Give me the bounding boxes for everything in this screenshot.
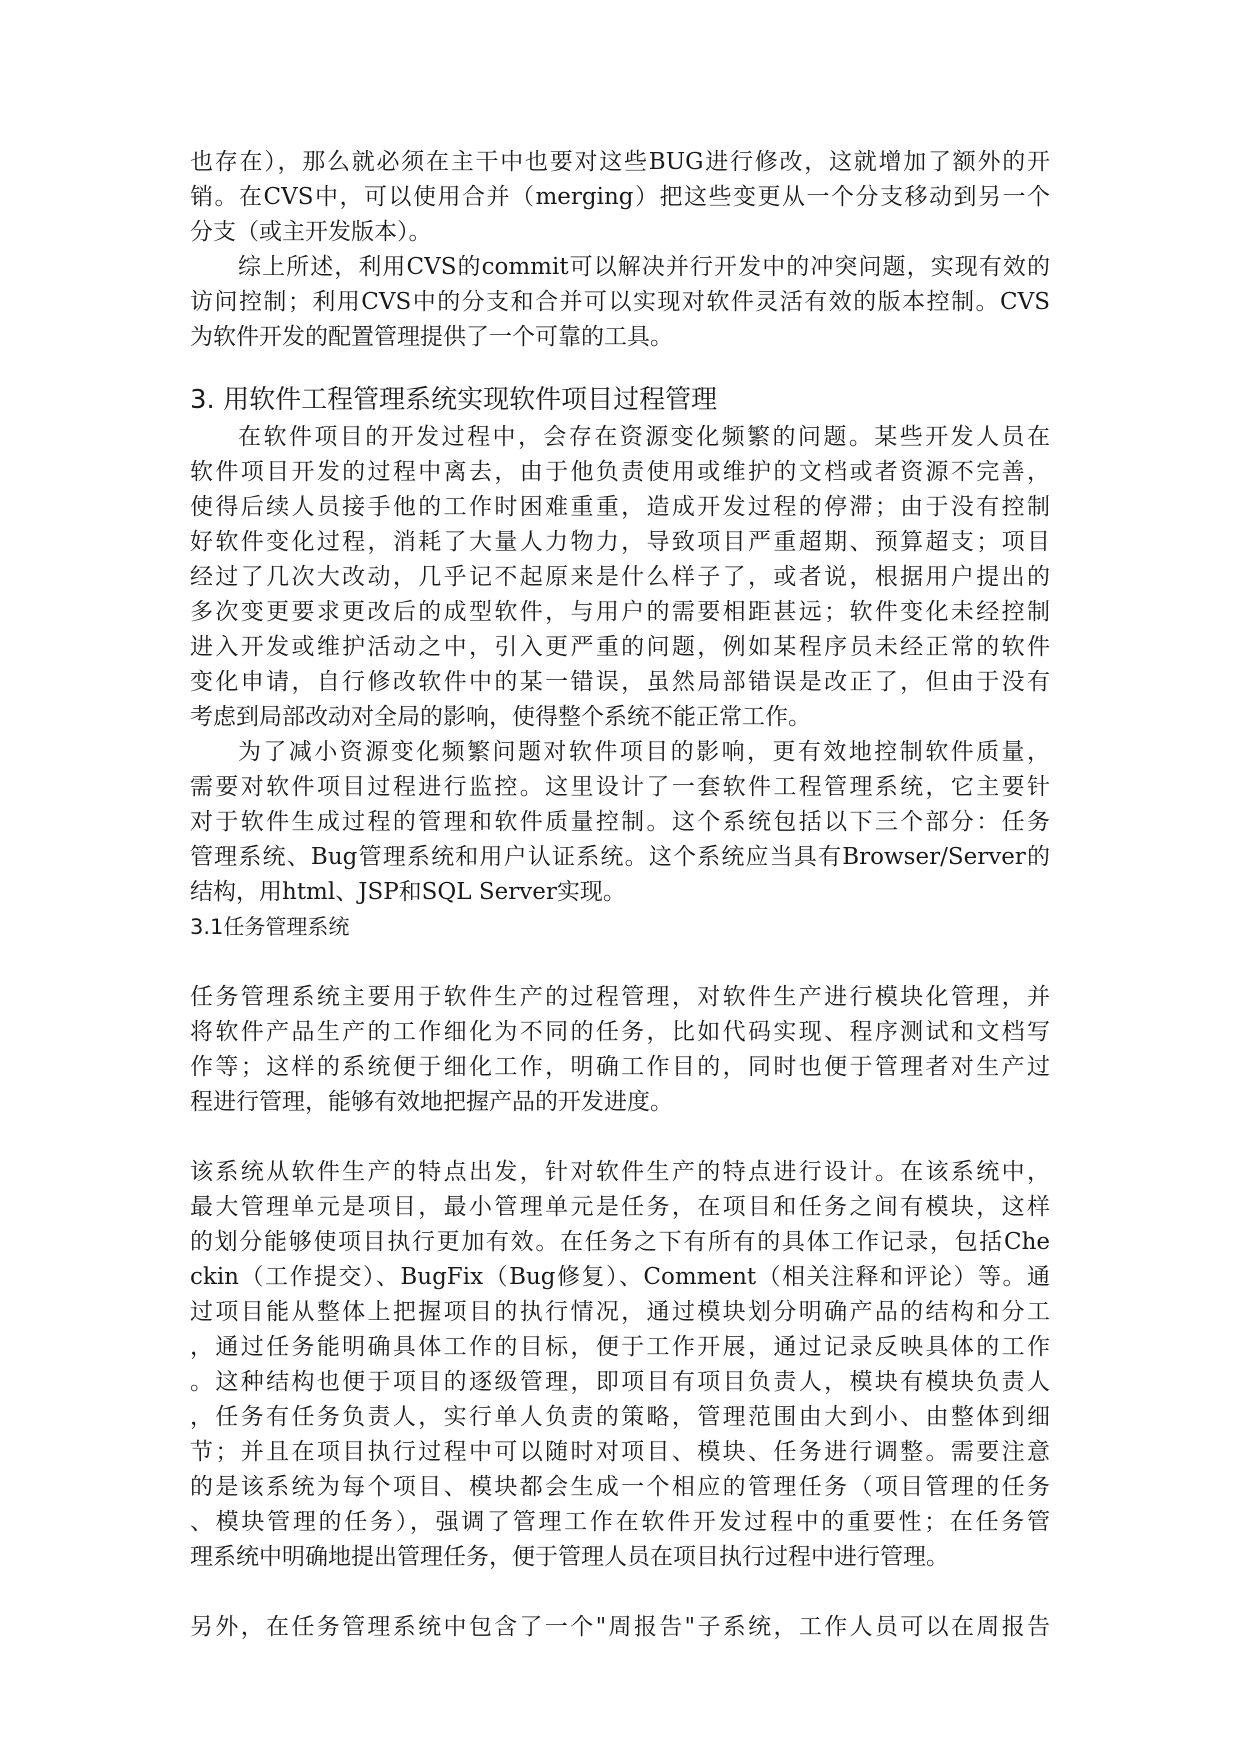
text-line: 该系统从软件生产的特点出发，针对软件生产的特点进行设计。在该系统中， [190, 1159, 1050, 1185]
text-line: 变化申请，自行修改软件中的某一错误，虽然局部错误是改正了，但由于没有 [190, 669, 1050, 695]
text-line: 软件项目开发的过程中离去，由于他负责使用或维护的文档或者资源不完善， [190, 459, 1050, 485]
text-line: 将软件产品生产的工作细化为不同的任务，比如代码实现、程序测试和文档写 [190, 1019, 1050, 1045]
paragraph-2 [190, 250, 1050, 355]
text-line: ckin（工作提交）、BugFix（Bug修复）、Comment（相关注释和评论）等。通 [190, 1264, 1050, 1290]
text-line: 分支（或主开发版本）。 [190, 219, 432, 245]
paragraph-5 [190, 980, 1050, 1120]
text-line: 访问控制；利用CVS中的分支和合并可以实现对软件灵活有效的版本控制。CVS [190, 289, 1050, 315]
text-line: 任务管理系统主要用于软件生产的过程管理，对软件生产进行模块化管理，并 [190, 984, 1050, 1010]
text-line: 经过了几次大改动，几乎记不起原来是什么样子了，或者说，根据用户提出的 [190, 564, 1050, 590]
text-line: 节；并且在项目执行过程中可以随时对项目、模块、任务进行调整。需要注意 [190, 1439, 1050, 1465]
text-line: 销。在CVS中，可以使用合并（merging）把这些变更从一个分支移动到另一个 [190, 184, 1050, 210]
text-line: 的划分能够使项目执行更加有效。在任务之下有所有的具体工作记录，包括Che [190, 1229, 1050, 1255]
text-line: 结构，用html、JSP和SQL Server实现。 [190, 879, 626, 905]
text-line: 。这种结构也便于项目的逐级管理，即项目有项目负责人，模块有模块负责人 [190, 1369, 1050, 1395]
paragraph-6 [190, 1155, 1050, 1575]
document-page [190, 145, 1050, 1645]
text-line: 过项目能从整体上把握项目的执行情况，通过模块划分明确产品的结构和分工 [190, 1299, 1050, 1325]
text-line: 使得后续人员接手他的工作时困难重重，造成开发过程的停滞；由于没有控制 [190, 494, 1050, 520]
text-line: 需要对软件项目过程进行监控。这里设计了一套软件工程管理系统，它主要针 [190, 774, 1050, 800]
paragraph-3 [190, 420, 1050, 735]
text-line: 为了减小资源变化频繁问题对软件项目的影响，更有效地控制软件质量， [238, 739, 1050, 765]
text-line: 在软件项目的开发过程中，会存在资源变化频繁的问题。某些开发人员在 [238, 424, 1050, 450]
text-line: 进入开发或维护活动之中，引入更严重的问题，例如某程序员未经正常的软件 [190, 634, 1050, 660]
section-heading: 3. 用软件工程管理系统实现软件项目过程管理 [190, 385, 718, 415]
paragraph-1 [190, 145, 1050, 250]
text-line: 最大管理单元是项目，最小管理单元是任务，在项目和任务之间有模块，这样 [190, 1194, 1050, 1220]
text-line: 理系统中明确地提出管理任务，便于管理人员在项目执行过程中进行管理。 [190, 1544, 949, 1570]
text-line: ，通过任务能明确具体工作的目标，便于工作开展，通过记录反映具体的工作 [190, 1334, 1050, 1360]
text-line: 对于软件生成过程的管理和软件质量控制。这个系统包括以下三个部分：任务 [190, 809, 1050, 835]
text-line: 为软件开发的配置管理提供了一个可靠的工具。 [190, 324, 673, 350]
text-line: 、模块管理的任务），强调了管理工作在软件开发过程中的重要性；在任务管 [190, 1509, 1050, 1535]
text-line: 作等；这样的系统便于细化工作，明确工作目的，同时也便于管理者对生产过 [190, 1054, 1050, 1080]
text-line: 多次变更要求更改后的成型软件，与用户的需要相距甚远；软件变化未经控制 [190, 599, 1050, 625]
text-line: 综上所述，利用CVS的commit可以解决并行开发中的冲突问题，实现有效的 [238, 254, 1050, 280]
text-line: 考虑到局部改动对全局的影响，使得整个系统不能正常工作。 [190, 704, 811, 730]
subsection-heading: 3.1任务管理系统 [190, 915, 350, 939]
text-line: 好软件变化过程，消耗了大量人力物力，导致项目严重超期、预算超支；项目 [190, 529, 1050, 555]
text-line: 管理系统、Bug管理系统和用户认证系统。这个系统应当具有Browser/Server的 [190, 844, 1050, 870]
text-line: 另外，在任务管理系统中包含了一个"周报告"子系统，工作人员可以在周报告 [190, 1614, 1050, 1640]
text-line: ，任务有任务负责人，实行单人负责的策略，管理范围由大到小、由整体到细 [190, 1404, 1050, 1430]
text-line: 程进行管理，能够有效地把握产品的开发进度。 [190, 1089, 673, 1115]
text-line: 也存在），那么就必须在主干中也要对这些BUG进行修改，这就增加了额外的开 [190, 149, 1050, 175]
paragraph-7 [190, 1610, 1050, 1645]
paragraph-4 [190, 735, 1050, 910]
text-line: 的是该系统为每个项目、模块都会生成一个相应的管理任务（项目管理的任务 [190, 1474, 1050, 1500]
